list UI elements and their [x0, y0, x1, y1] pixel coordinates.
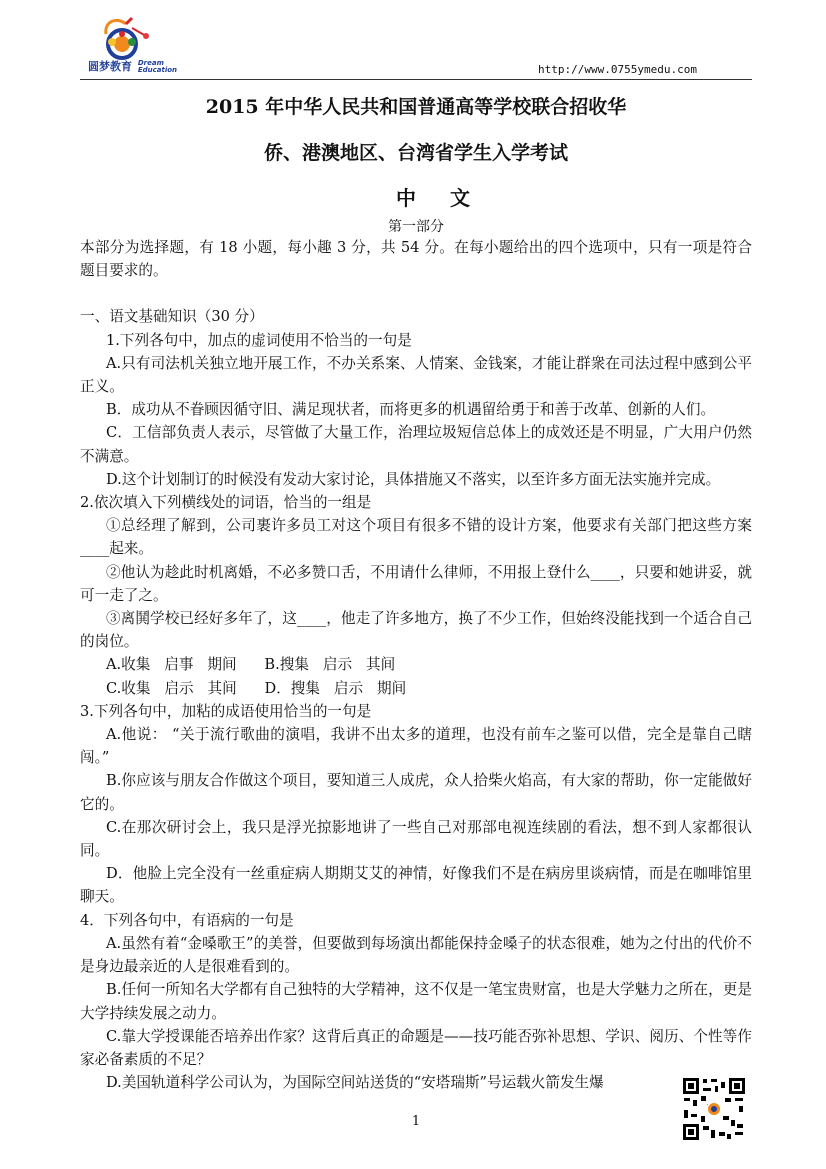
logo-text-en-2: Education — [137, 66, 178, 74]
header-rule — [80, 79, 752, 80]
intro-paragraph: 本部分为选择题，有 18 小题，每小趣 3 分，共 54 分。在每小题给出的四个选项中，只有一项是符合题目要求的。 — [80, 239, 752, 280]
part-heading: 第一部分 — [388, 219, 444, 235]
question-2-sentence-2: ②他认为趁此时机离婚，不必多赞口舌，不用请什么律师，不用报上登什么____，只要和她讲妥，就可一走了之。 — [80, 563, 752, 604]
question-1-stem: 1.下列各句中，加点的虚词使用不恰当的一句是 — [106, 331, 412, 349]
question-4-option-d: D.美国轨道科学公司认为，为国际空间站送货的“安塔瑞斯”号运载火箭发生爆 — [106, 1074, 604, 1092]
logo-text-cn: 圆梦教育 — [88, 60, 132, 73]
question-4-stem: 4．下列各句中，有语病的一句是 — [80, 911, 294, 929]
question-4-option-c: C.靠大学授课能否培养出作家？这背后真正的命题是——技巧能否弥补思想、学识、阅历、个性等作家必备素质的不足？ — [80, 1027, 752, 1068]
question-2-sentence-1: ①总经理了解到，公司裹许多员工对这个项目有很多不错的设计方案，他要求有关部门把这些方案____起来。 — [80, 517, 752, 558]
page-number: 1 — [411, 1114, 421, 1129]
exam-title-line1: 2015 年中华人民共和国普通高等学校联合招收华 — [205, 96, 627, 118]
question-2-sentence-3: ③离鬨学校已经好多年了，这____，他走了许多地方，换了不少工作，但始终没能找到一个适合自己的岗位。 — [80, 610, 752, 651]
question-3-option-c: C.在那次研讨会上，我只是浮光掠影地讲了一些自己对那部电视连续剧的看法，想不到人家都很认同。 — [80, 818, 752, 860]
spacer — [80, 282, 752, 305]
header-url[interactable]: http://www.0755ymedu.com — [538, 63, 697, 76]
logo-text — [88, 58, 177, 74]
document-body — [80, 236, 752, 1094]
question-1-option-a: A.只有司法机关独立地开展工作，不办关系案、人情案、金钱案，才能让群衆在司法过程中感到公平正义。 — [80, 354, 752, 396]
question-1-option-d: D.这个计划制订的时候没有发动大家讨论，具体措施又不落实，以至许多方面无法实施并完成。 — [106, 470, 721, 488]
question-2-options-cd: C.收集 启示 其间 D．搜集 启示 期间 — [106, 679, 407, 697]
question-1-option-c: C．工信部负责人表示，尽管做了大量工作，治理垃圾短信总体上的成效还是不明显，广大用户仍然不满意。 — [80, 424, 752, 465]
question-3-option-b: B.你应该与朋友合作做这个项目，要知道三人成虎，众人拾柴火焰高，有大家的帮助，你一定能做好它的。 — [80, 772, 752, 813]
question-2-options-ab: A.收集 启事 期间 B.搜集 启示 其间 — [106, 656, 396, 674]
question-3-option-a: A.他说： “关于流行歌曲的演唱，我讲不出太多的道理，也没有前车之鉴可以借，完全是靠自己瞎闯。” — [80, 726, 752, 767]
question-4-option-b: B.任何一所知名大学都有自己独特的大学精神，这不仅是一笔宝贵财富，也是大学魅力之所在，更是大学持续发展之动力。 — [80, 981, 752, 1022]
logo-text-en — [138, 60, 177, 74]
qr-code-icon — [681, 1076, 747, 1142]
question-2-stem: 2.依次填入下列横线处的词语，恰当的一组是 — [80, 494, 372, 512]
question-3-stem: 3.下列各句中，加粘的成语使用恰当的一句是 — [80, 702, 372, 720]
question-1-option-b: B．成功从不眷顾因循守旧、满足现状者，而将更多的机遇留给勇于和善于改革、创新的人们。 — [106, 401, 716, 419]
subject-title: 中文 — [396, 186, 504, 210]
question-3-option-d: D．他脸上完全没有一丝重症病人期期艾艾的神情，好像我们不是在病房里谈病情，而是在咖啡馆里聊天。 — [80, 865, 752, 906]
section-heading: 一、语文基础知识（30 分） — [80, 308, 264, 326]
exam-title-line2: 侨、港澳地区、台湾省学生入学考试 — [263, 142, 568, 164]
logo-text-en-1: Dream — [137, 59, 164, 67]
question-4-option-a: A.虽然有着“金嗓歌王”的美誉，但要做到每场演出都能保持金嗓子的状态很难，她为之付出的代价不是身边最亲近的人是很难看到的。 — [80, 934, 752, 976]
